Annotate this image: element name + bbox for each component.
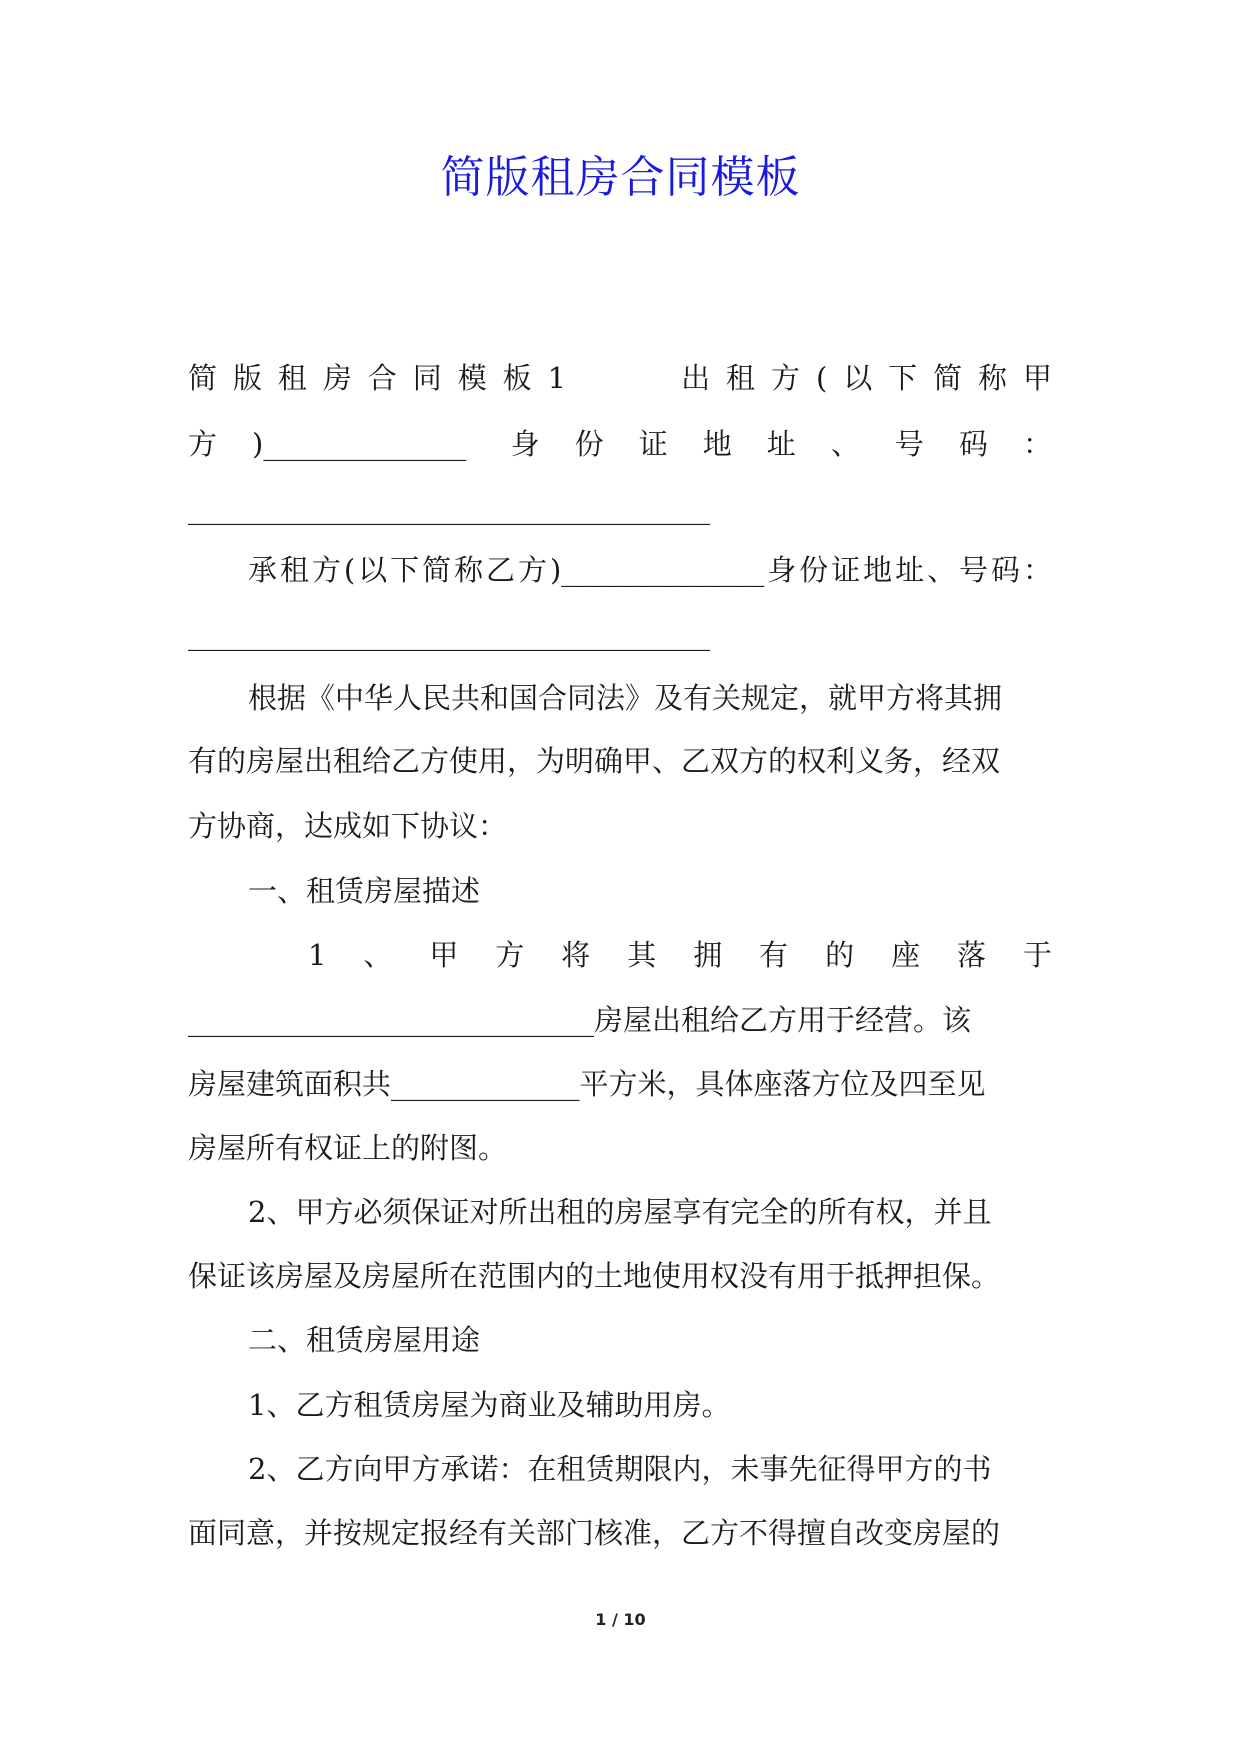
paragraph-line: 1、乙方租赁房屋为商业及辅助用房。 [248, 1388, 731, 1422]
page-number: 1 / 10 [595, 1610, 646, 1629]
paragraph-line: 方)______________ 身份证地址、号码： [188, 427, 1052, 461]
paragraph-line: 简版租房合同模板1 出租方(以下简称甲 [188, 361, 1052, 395]
paragraph-line: 1、甲方将其拥有的座落于 [308, 938, 1052, 972]
paragraph-line: 房屋所有权证上的附图。 [188, 1131, 508, 1165]
blank-fill-line: ____________________________________ [188, 491, 710, 525]
section-heading: 二、租赁房屋用途 [248, 1323, 481, 1357]
paragraph-line: 2、乙方向甲方承诺：在租赁期限内，未事先征得甲方的书 [248, 1452, 992, 1486]
paragraph-line: 方协商，达成如下协议： [188, 809, 508, 843]
paragraph-line: 承租方(以下简称乙方)______________身份证地址、号码： [248, 553, 1052, 587]
document-title: 简版租房合同模板 [440, 152, 801, 203]
paragraph-line: 房屋建筑面积共_____________平方米，具体座落方位及四至见 [188, 1067, 986, 1101]
paragraph-line: 保证该房屋及房屋所在范围内的土地使用权没有用于抵押担保。 [188, 1259, 1001, 1293]
paragraph-line: 2、甲方必须保证对所出租的房屋享有完全的所有权，并且 [248, 1195, 992, 1229]
paragraph-line: 有的房屋出租给乙方使用，为明确甲、乙双方的权利义务，经双 [188, 744, 1001, 778]
paragraph-line: ____________________________房屋出租给乙方用于经营。该 [188, 1003, 972, 1037]
paragraph-line: 面同意，并按规定报经有关部门核准，乙方不得擅自改变房屋的 [188, 1516, 1001, 1550]
blank-fill-line: ____________________________________ [188, 617, 710, 651]
paragraph-line: 根据《中华人民共和国合同法》及有关规定，就甲方将其拥 [248, 681, 1003, 715]
section-heading: 一、租赁房屋描述 [248, 874, 481, 908]
